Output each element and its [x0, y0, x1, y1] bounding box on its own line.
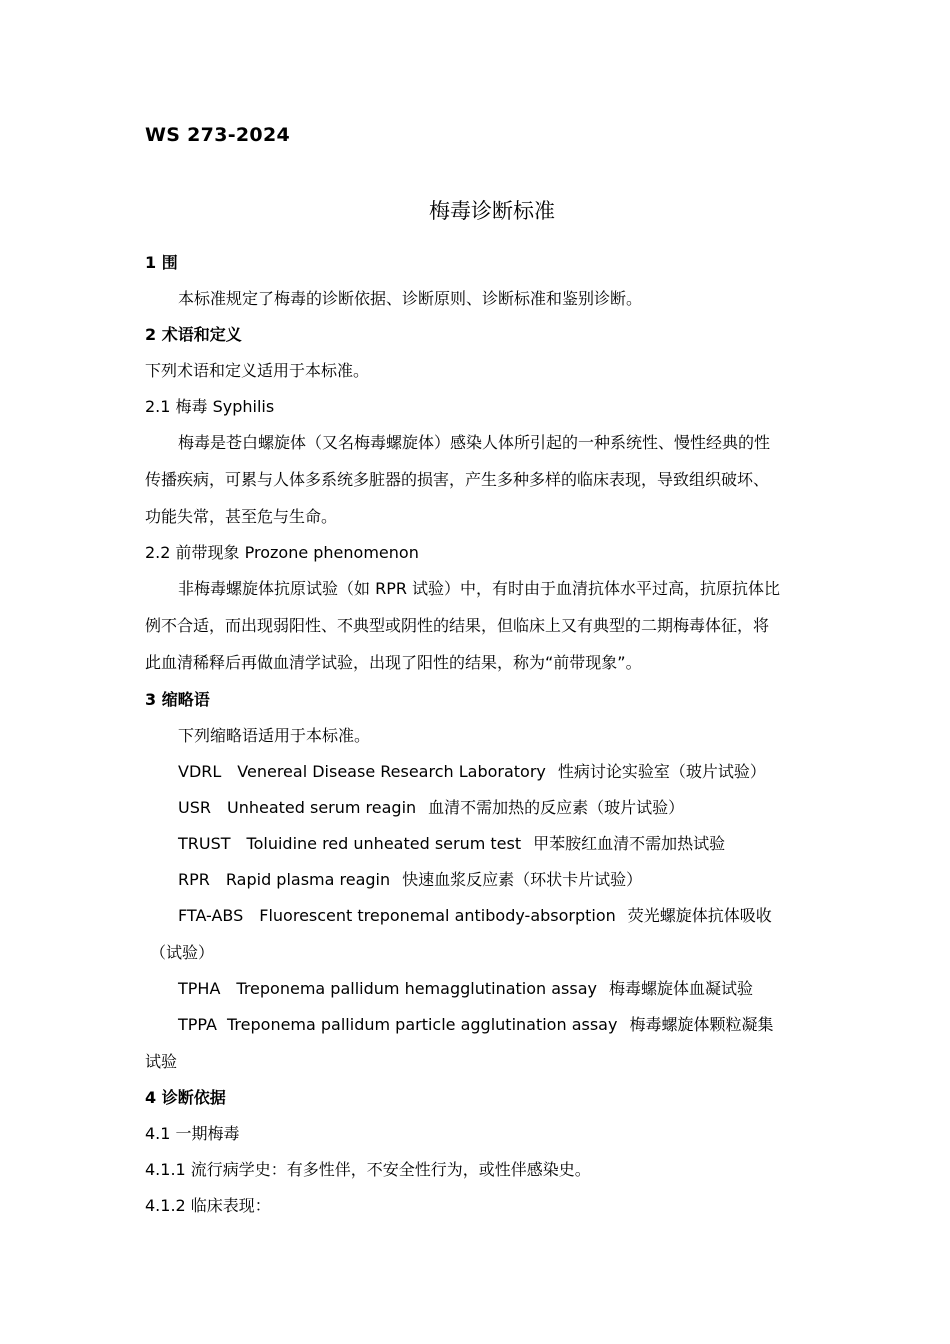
section-4-heading: 4 诊断依据	[145, 1088, 226, 1107]
document-title: 梅毒诊断标准	[429, 199, 555, 223]
abbr-row-vdrl	[178, 761, 843, 783]
section-1-body: 本标准规定了梅毒的诊断依据、诊断原则、诊断标准和鉴别诊断。	[178, 289, 643, 308]
abbr-chinese: 血清不需加热的反应素（玻片试验）	[428, 798, 685, 817]
abbr-chinese: 梅毒螺旋体颗粒凝集	[629, 1015, 774, 1034]
section-3-heading: 3 缩略语	[145, 690, 210, 709]
abbr-code: TPHA	[178, 979, 221, 998]
section-2-heading: 2 术语和定义	[145, 325, 242, 344]
abbr-code: TRUST	[178, 834, 231, 853]
term-syphilis-line-2: 传播疾病，可累与人体多系统多脏器的损害，产生多种多样的临床表现，导致组织破坏、	[145, 470, 770, 489]
abbr-chinese: 荧光螺旋体抗体吸收	[627, 906, 772, 925]
abbr-english: Unheated serum reagin	[226, 798, 417, 817]
term-prozone-line-2: 例不合适，而出现弱阳性、不典型或阴性的结果，但临床上又有典型的二期梅毒体征，将	[145, 616, 770, 635]
abbr-row-usr	[178, 797, 843, 819]
section-3-intro: 下列缩略语适用于本标准。	[178, 726, 371, 745]
section-4-1-2: 4.1.2 临床表现：	[145, 1196, 271, 1215]
abbr-code: FTA-ABS	[178, 906, 244, 925]
section-4-1-heading: 4.1 一期梅毒	[145, 1124, 240, 1143]
abbr-chinese: 梅毒螺旋体血凝试验	[609, 979, 754, 998]
term-prozone-heading: 2.2 前带现象 Prozone phenomenon	[145, 543, 419, 562]
abbr-chinese: 性病讨论实验室（玻片试验）	[557, 762, 766, 781]
abbr-english: Rapid plasma reagin	[225, 870, 391, 889]
abbr-chinese: 快速血浆反应素（环状卡片试验）	[402, 870, 643, 889]
abbr-code: VDRL	[178, 762, 222, 781]
abbr-row-tpha	[178, 978, 843, 1000]
section-2-intro: 下列术语和定义适用于本标准。	[145, 361, 370, 380]
abbr-row-rpr	[178, 869, 843, 891]
abbr-english: Treponema pallidum particle agglutination assay	[227, 1015, 618, 1034]
document-code: WS 273-2024	[145, 124, 290, 146]
abbr-row-tppa	[178, 1014, 843, 1036]
abbr-code: USR	[178, 798, 211, 817]
abbr-row-fta-abs	[178, 905, 843, 927]
abbr-row-tppa-continuation: 试验	[145, 1052, 178, 1071]
section-1-heading: 1 围	[145, 253, 178, 272]
abbr-code: RPR	[178, 870, 210, 889]
abbr-chinese: 甲苯胺红血清不需加热试验	[533, 834, 726, 853]
term-prozone-line-1: 非梅毒螺旋体抗原试验（如 RPR 试验）中，有时由于血清抗体水平过高，抗原抗体比	[178, 579, 781, 598]
abbr-code: TPPA	[178, 1015, 217, 1034]
term-prozone-line-3: 此血清稀释后再做血清学试验，出现了阳性的结果，称为“前带现象”。	[145, 653, 642, 672]
term-syphilis-heading: 2.1 梅毒 Syphilis	[145, 397, 275, 416]
abbr-english: Treponema pallidum hemagglutination assay	[236, 979, 597, 998]
abbr-english: Toluidine red unheated serum test	[246, 834, 522, 853]
abbr-row-trust	[178, 833, 843, 855]
abbr-row-fta-abs-continuation: （试验）	[150, 943, 215, 962]
section-4-1-1: 4.1.1 流行病学史：有多性伴，不安全性行为，或性伴感染史。	[145, 1160, 591, 1179]
term-syphilis-line-3: 功能失常，甚至危与生命。	[145, 507, 338, 526]
term-syphilis-line-1: 梅毒是苍白螺旋体（又名梅毒螺旋体）感染人体所引起的一种系统性、慢性经典的性	[178, 433, 771, 452]
abbr-english: Venereal Disease Research Laboratory	[237, 762, 546, 781]
abbr-english: Fluorescent treponemal antibody-absorption	[259, 906, 616, 925]
